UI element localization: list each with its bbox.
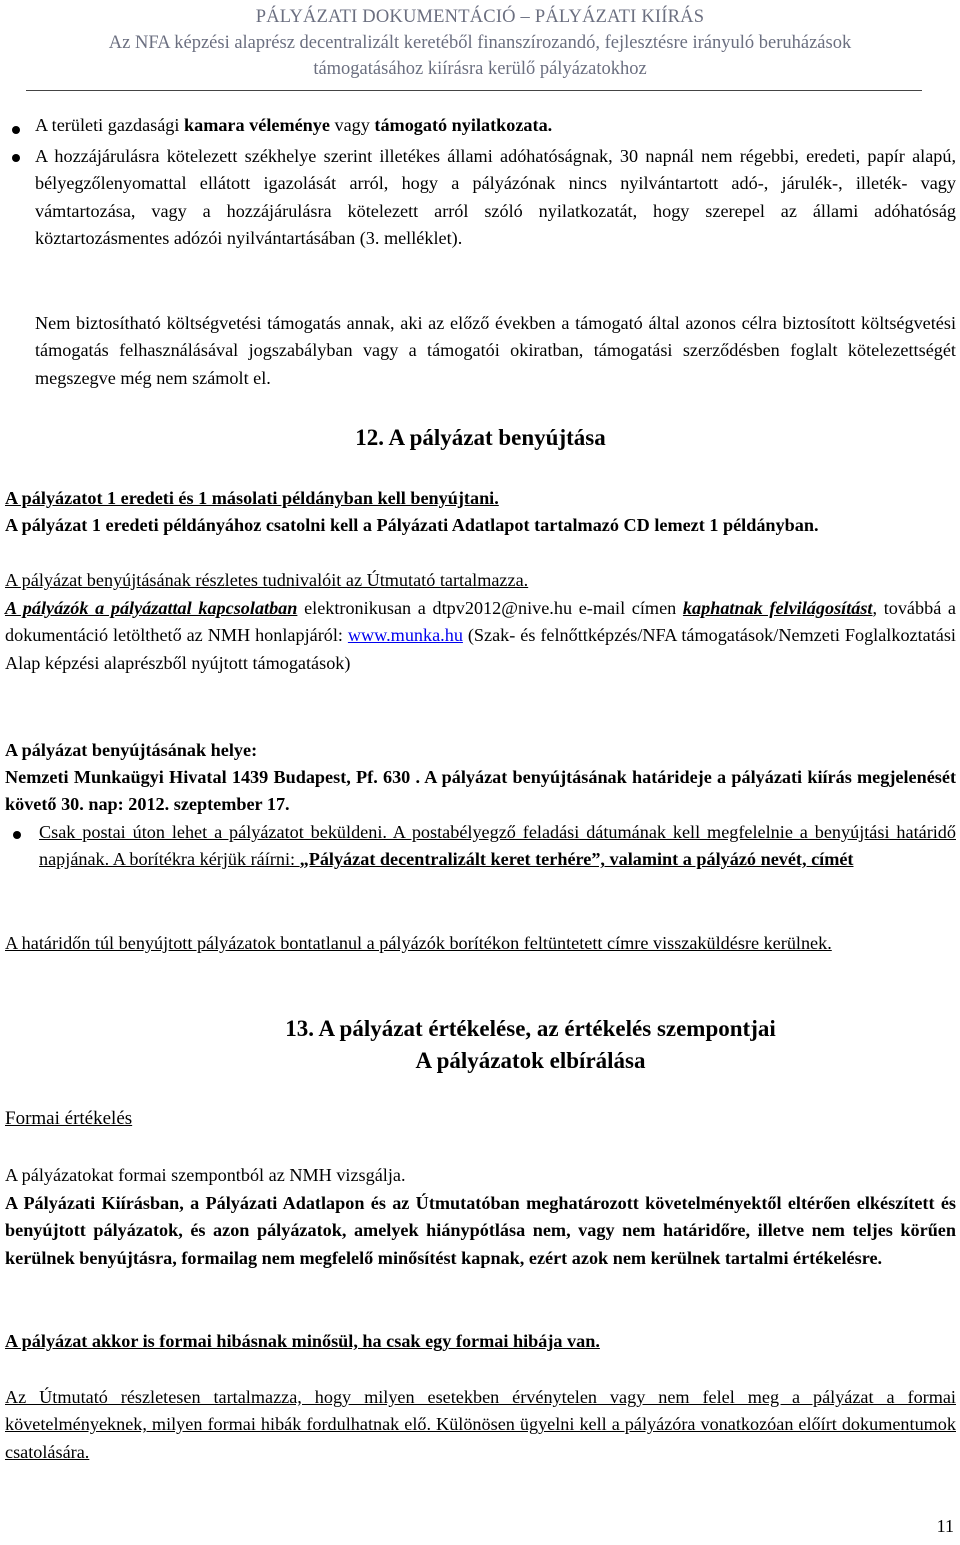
submission-place-label: A pályázat benyújtásának helye:	[5, 740, 258, 760]
submission-place-text: Nemzeti Munkaügyi Hivatal 1439 Budapest, Pf. 630 . A pályázat benyújtásának határideje a pályázati kiírás megjelenését követő 30. nap: 2012. szeptember 17.	[5, 767, 956, 815]
bullet-dot	[13, 831, 21, 839]
bullet-dot	[12, 126, 20, 134]
formal-eval-intro: A pályázatokat formai szempontból az NMH vizsgálja.	[5, 1165, 406, 1185]
info-paragraph: A pályázók a pályázattal kapcsolatban elektronikusan a dtpv2012@nive.hu e-mail címen kaphatnak felvilágosítást, továbbá a dokumentáció letölthető az NMH honlapjáról: www.munka.hu (Szak- és felnőttképzés/NFA támogatások/Nemzeti Foglalkoztatási Alap képzési alaprészből nyújtott támogatások)	[5, 598, 956, 673]
late-submission-note: A határidőn túl benyújtott pályázatok bontatlanul a pályázók borítékon feltüntetett címre visszaküldésre kerülnek.	[5, 933, 832, 953]
formal-error-rule: A pályázat akkor is formai hibásnak minősül, ha csak egy formai hibája van.	[5, 1331, 600, 1351]
cd-requirement: A pályázat 1 eredeti példányához csatolni kell a Pályázati Adatlapot tartalmazó CD lemezt 1 példányban.	[5, 515, 819, 535]
header-rule	[26, 90, 922, 91]
paragraph-no-support: Nem biztosítható költségvetési támogatás annak, aki az előző években a támogató által azonos célra biztosított költségvetési támogatás felhasználásával jogszabályban vagy a támogatói okiratban, támogatási szerződésben foglalt kötelezettségét megszegve még nem számolt el.	[35, 313, 956, 388]
guide-reference: A pályázat benyújtásának részletes tudnivalóit az Útmutató tartalmazza.	[5, 570, 529, 590]
nmh-website-link[interactable]: www.munka.hu	[347, 625, 463, 646]
header-line-3: támogatásához kiírásra kerülő pályázatokhoz	[313, 59, 647, 79]
header-line-2: Az NFA képzési alaprész decentralizált keretéből finanszírozandó, fejlesztésre irányuló beruházások	[108, 33, 852, 53]
formal-eval-criteria: A Pályázati Kiírásban, a Pályázati Adatlapon és az Útmutatóban meghatározott követelményektől eltérően elkészített és benyújtott pályázatok, és azon pályázatok, amelyek hiánypótlása nem, vagy nem határidőre, illetve nem teljes körűen kerülnek benyújtásra, formailag nem megfelelő minősítést kapnak, ezért azok nem kerülnek tartalmi értékelésre.	[5, 1193, 956, 1268]
formal-evaluation-heading: Formai értékelés	[5, 1108, 133, 1129]
page-header	[0, 4, 960, 82]
submission-copies: A pályázatot 1 eredeti és 1 másolati példányban kell benyújtani.	[5, 488, 499, 508]
bullet-postal-only: Csak postai úton lehet a pályázatot beküldeni. A postabélyegző feladási dátumának kell megfelelnie a benyújtási határidő napjának. A borítékra kérjük ráírni: „Pályázat decentralizált keret terhére”, valamint a pályázó nevét, címét	[39, 822, 956, 870]
bullet-dot	[12, 154, 20, 162]
guide-details-paragraph: Az Útmutató részletesen tartalmazza, hogy milyen esetekben érvénytelen vagy nem felel meg a pályázat a formai követelményeknek, milyen formai hibák fordulhatnak elő. Különösen ügyelni kell a pályázóra vonatkozóan előírt dokumentumok csatolására.	[5, 1387, 956, 1462]
bullet-tax-certificate: A hozzájárulásra kötelezett székhelye szerint illetékes állami adóhatóságnak, 30 napnál nem régebbi, eredeti, papír alapú, bélyegzőlenyomattal ellátott igazolását arról, hogy a pályázónak nincs nyilvántartott adó-, járulék-, illeték- vagy vámtartozása, vagy a hozzájárulásra kötelezett arról szóló nyilatkozatát, hogy szerepel az állami adóhatóság köztartozásmentes adózói nyilvántartásában (3. melléklet).	[35, 146, 956, 248]
header-line-1: PÁLYÁZATI DOKUMENTÁCIÓ – PÁLYÁZATI KIÍRÁS	[255, 7, 705, 27]
bullet-chamber-opinion: A területi gazdasági kamara véleménye vagy támogató nyilatkozata.	[35, 115, 553, 135]
section-12-title: 12. A pályázat benyújtása	[355, 425, 606, 450]
page-number: 11	[936, 1516, 954, 1536]
section-13-title: 13. A pályázat értékelése, az értékelés szempontjai A pályázatok elbírálása	[285, 1016, 776, 1073]
